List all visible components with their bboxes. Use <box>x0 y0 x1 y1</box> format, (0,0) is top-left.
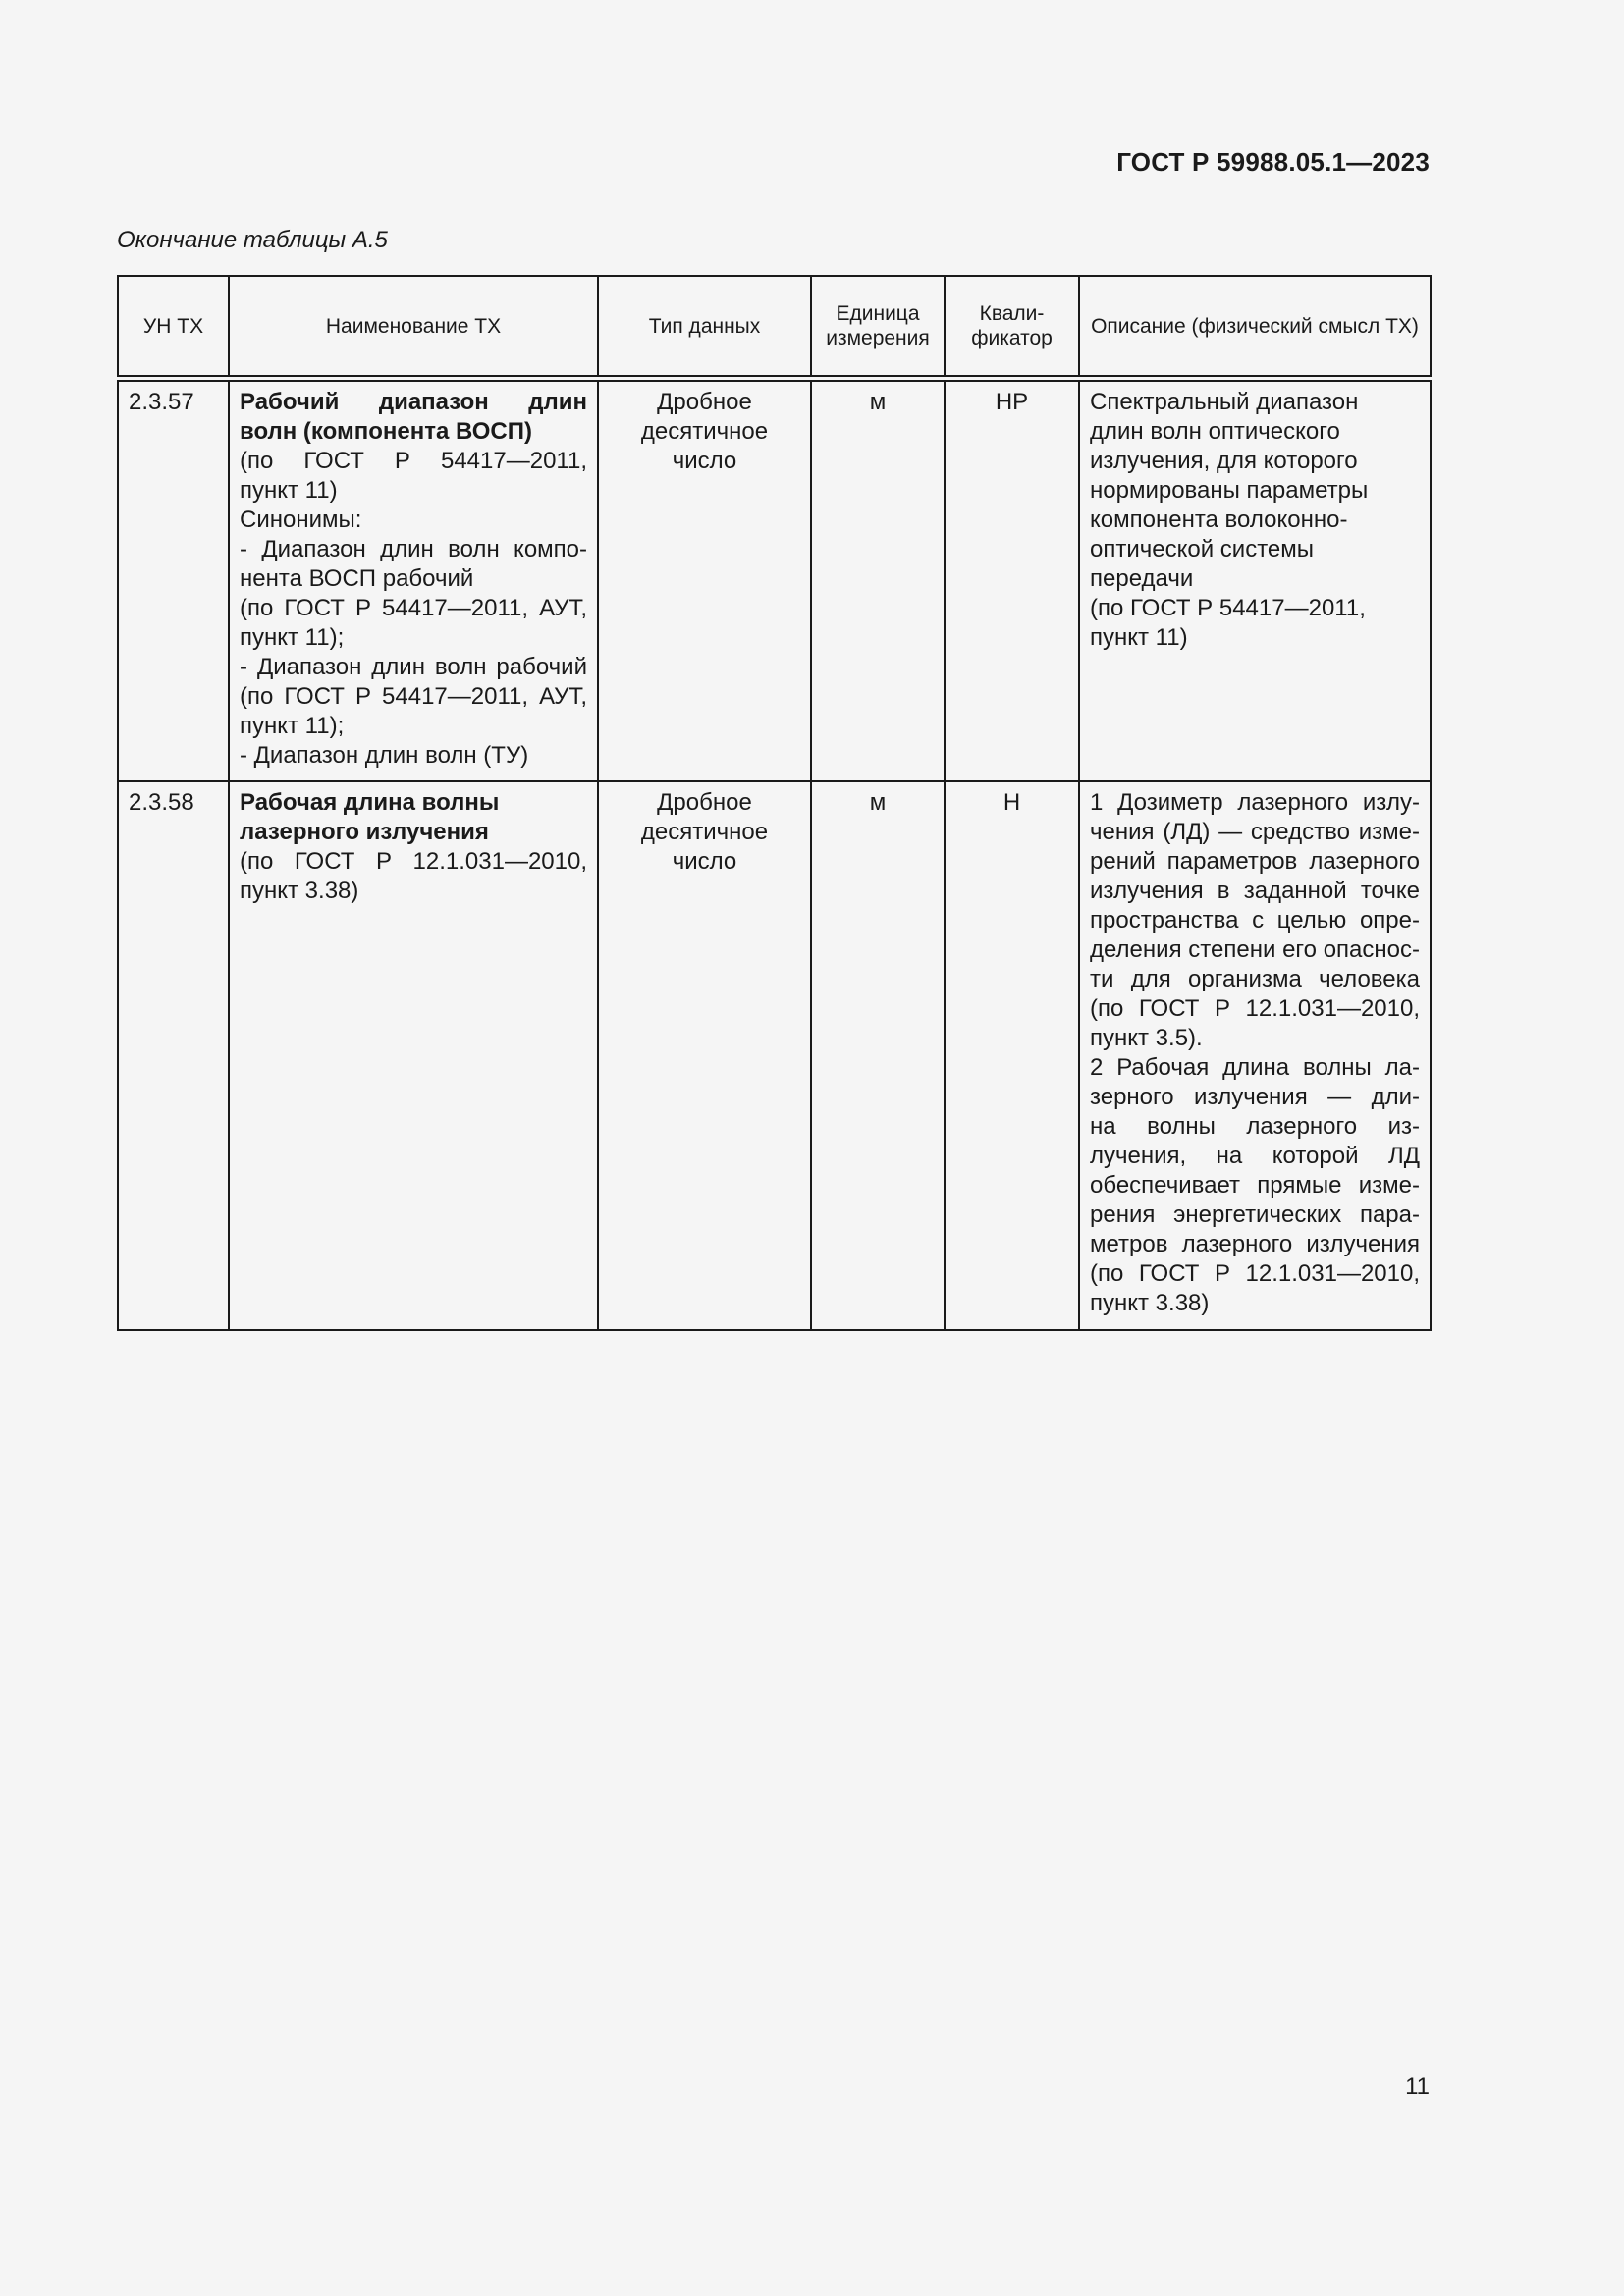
name-line: - Диапазон длин волн (ТУ) <box>240 742 529 769</box>
data-type-line: число <box>672 448 737 474</box>
name-line: - Диапазон длин волн рабочий <box>240 654 587 680</box>
row-description <box>1079 781 1431 1330</box>
name-line: пункт 11) <box>240 477 338 504</box>
description-line: компонента волоконно- <box>1090 507 1348 533</box>
column-header-id: УН ТХ <box>118 276 229 379</box>
description-line: (по ГОСТ Р 12.1.031—2010, <box>1090 994 1420 1022</box>
row-name <box>229 781 598 1330</box>
name-line: - Диапазон длин волн компо- <box>240 536 587 562</box>
description-line: 1 Дозиметр лазерного излу- <box>1090 788 1420 816</box>
description-line: пункт 3.38) <box>1090 1289 1210 1316</box>
description-line: оптической системы <box>1090 536 1315 562</box>
name-line: пункт 3.38) <box>240 877 359 904</box>
name-line: (по ГОСТ Р 54417—2011, <box>240 448 587 474</box>
table-row <box>118 781 1431 1330</box>
data-type-line: Дробное <box>657 389 752 415</box>
description-line: на волны лазерного из- <box>1090 1112 1420 1140</box>
table-header-row <box>118 276 1431 379</box>
description-line: нормированы параметры <box>1090 477 1369 504</box>
data-type-line: десятичное <box>640 418 769 445</box>
name-line: пункт 11); <box>240 624 345 651</box>
description-line: излучения в заданной точке <box>1090 877 1420 904</box>
name-line: (по ГОСТ Р 12.1.031—2010, <box>240 847 587 875</box>
description-line: (по ГОСТ Р 12.1.031—2010, <box>1090 1259 1420 1287</box>
row-qualifier: НР <box>945 379 1079 781</box>
row-id: 2.3.58 <box>118 781 229 1330</box>
data-type-line: Дробное <box>657 788 752 816</box>
description-line: длин волн оптического <box>1090 418 1340 445</box>
page-number: 11 <box>1405 2073 1430 2100</box>
term-title-line: волн (компонента ВОСП) <box>240 418 532 445</box>
description-line: Спектральный диапазон <box>1090 389 1359 415</box>
column-header-qualifier: Квали-фикатор <box>945 276 1079 379</box>
column-header-unit: Единица измерения <box>811 276 945 379</box>
description-line: пространства с целью опре- <box>1090 906 1420 934</box>
column-header-description: Описание (физический смысл ТХ) <box>1079 276 1431 379</box>
table-row <box>118 379 1431 781</box>
row-unit: м <box>811 379 945 781</box>
row-description <box>1079 379 1431 781</box>
column-header-name: Наименование ТХ <box>229 276 598 379</box>
description-line: передачи <box>1090 565 1194 592</box>
description-line: деления степени его опаснос- <box>1090 935 1420 963</box>
description-line: обеспечивает прямые изме- <box>1090 1171 1420 1199</box>
description-line: излучения, для которого <box>1090 448 1358 474</box>
description-line: ти для организма человека <box>1090 965 1420 992</box>
description-line: зерного излучения — дли- <box>1090 1083 1420 1110</box>
name-line: нента ВОСП рабочий <box>240 565 474 592</box>
row-data-type <box>598 781 811 1330</box>
column-header-data-type: Тип данных <box>598 276 811 379</box>
description-line: рений параметров лазерного <box>1090 847 1420 875</box>
data-type-line: десятичное <box>640 818 769 845</box>
description-line: рения энергетических пара- <box>1090 1201 1420 1228</box>
name-line: (по ГОСТ Р 54417—2011, АУТ, <box>240 683 587 710</box>
row-unit: м <box>811 781 945 1330</box>
description-line: пункт 11) <box>1090 624 1188 651</box>
term-title-line: Рабочая длина волны <box>240 788 500 816</box>
document-code: ГОСТ Р 59988.05.1—2023 <box>1116 147 1430 177</box>
data-type-line: число <box>672 847 737 875</box>
name-line: пункт 11); <box>240 713 345 739</box>
description-line: чения (ЛД) — средство изме- <box>1090 818 1420 845</box>
characteristics-table <box>117 275 1432 1331</box>
description-line: (по ГОСТ Р 54417—2011, <box>1090 595 1366 621</box>
row-qualifier: Н <box>945 781 1079 1330</box>
description-line: метров лазерного излучения <box>1090 1230 1420 1257</box>
description-line: лучения, на которой ЛД <box>1090 1142 1420 1169</box>
name-line: (по ГОСТ Р 54417—2011, АУТ, <box>240 595 587 621</box>
term-title-line: лазерного излучения <box>240 818 489 845</box>
description-line: 2 Рабочая длина волны ла- <box>1090 1053 1420 1081</box>
row-name <box>229 379 598 781</box>
row-data-type <box>598 379 811 781</box>
table-caption: Окончание таблицы А.5 <box>117 227 388 253</box>
description-line: пункт 3.5). <box>1090 1024 1203 1051</box>
name-line: Синонимы: <box>240 507 362 533</box>
term-title-line: Рабочий диапазон длин <box>240 389 587 415</box>
row-id: 2.3.57 <box>118 379 229 781</box>
